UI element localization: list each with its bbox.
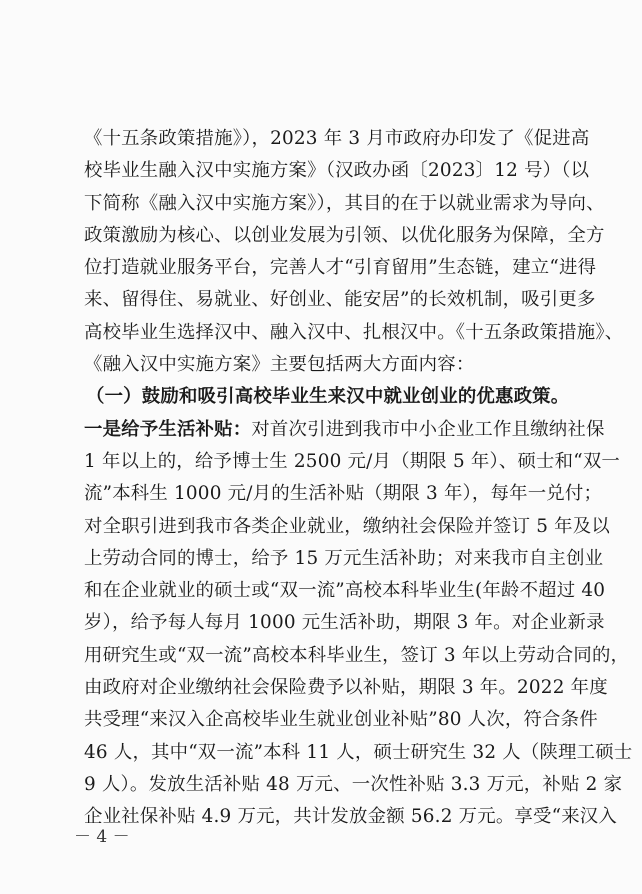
text-line: 由政府对企业缴纳社会保险费予以补贴，期限 3 年。2022 年度 — [84, 677, 608, 699]
text-line: 《十五条政策措施》），2023 年 3 月市政府办印发了《促进高 — [84, 128, 590, 149]
text-line: 9 人）。发放生活补贴 48 万元、一次性补贴 3.3 万元，补贴 2 家 — [84, 773, 623, 795]
text-line: 流”本科生 1000 元/月的生活补贴（期限 3 年），每年一兑付； — [84, 483, 603, 505]
text-line: 用研究生或“双一流”高校本科毕业生，签订 3 年以上劳动合同的， — [84, 644, 630, 666]
text-line: 和在企业就业的硕士或“双一流”高校本科毕业生(年龄不超过 40 — [84, 580, 606, 602]
text-line: 《融入汉中实施方案》主要包括两大方面内容： — [84, 354, 475, 376]
page-number: － 4 － — [74, 827, 130, 847]
item-first-line-text: 对首次引进到我市中小企业工作且缴纳社保 — [251, 418, 605, 440]
text-line: 岁），给予每人每月 1000 元生活补助，期限 3 年。对企业新录 — [84, 612, 605, 634]
text-line: 校毕业生融入汉中实施方案》（汉政办函〔2023〕12 号）（以 — [84, 160, 590, 182]
text-line: 位打造就业服务平台，完善人才“引育留用”生态链，建立“进得 — [84, 257, 597, 279]
text-line: 共受理“来汉入企高校毕业生就业创业补贴”80 人次，符合条件 — [84, 709, 598, 731]
text-line: 上劳动合同的博士，给予 15 万元生活补助；对来我市自主创业 — [84, 547, 604, 569]
text-line: 1 年以上的，给予博士生 2500 元/月（期限 5 年）、硕士和“双一 — [84, 450, 621, 472]
text-line: 政策激励为核心、以创业发展为引领、以优化服务为保障，全方 — [84, 224, 605, 246]
text-line: 来、留得住、易就业、好创业、能安居”的长效机制，吸引更多 — [84, 289, 596, 311]
text-line: 下简称《融入汉中实施方案》），其目的在于以就业需求为导向、 — [84, 192, 605, 214]
item-label: 一是给予生活补贴： — [84, 418, 252, 440]
section-heading: （一）鼓励和吸引高校毕业生来汉中就业创业的优惠政策。 — [86, 386, 570, 408]
text-line: 46 人，其中“双一流”本科 11 人，硕士研究生 32 人（陕理工硕士 — [84, 741, 633, 763]
document-body — [84, 123, 633, 834]
text-line: 高校毕业生选择汉中、融入汉中、扎根汉中。《十五条政策措施》、 — [84, 321, 624, 343]
text-line: 企业社保补贴 4.9 万元，共计发放金额 56.2 万元。享受“来汉入 — [84, 806, 617, 828]
text-line: 对全职引进到我市各类企业就业，缴纳社会保险并签订 5 年及以 — [84, 515, 610, 537]
item-first-line — [84, 414, 605, 446]
